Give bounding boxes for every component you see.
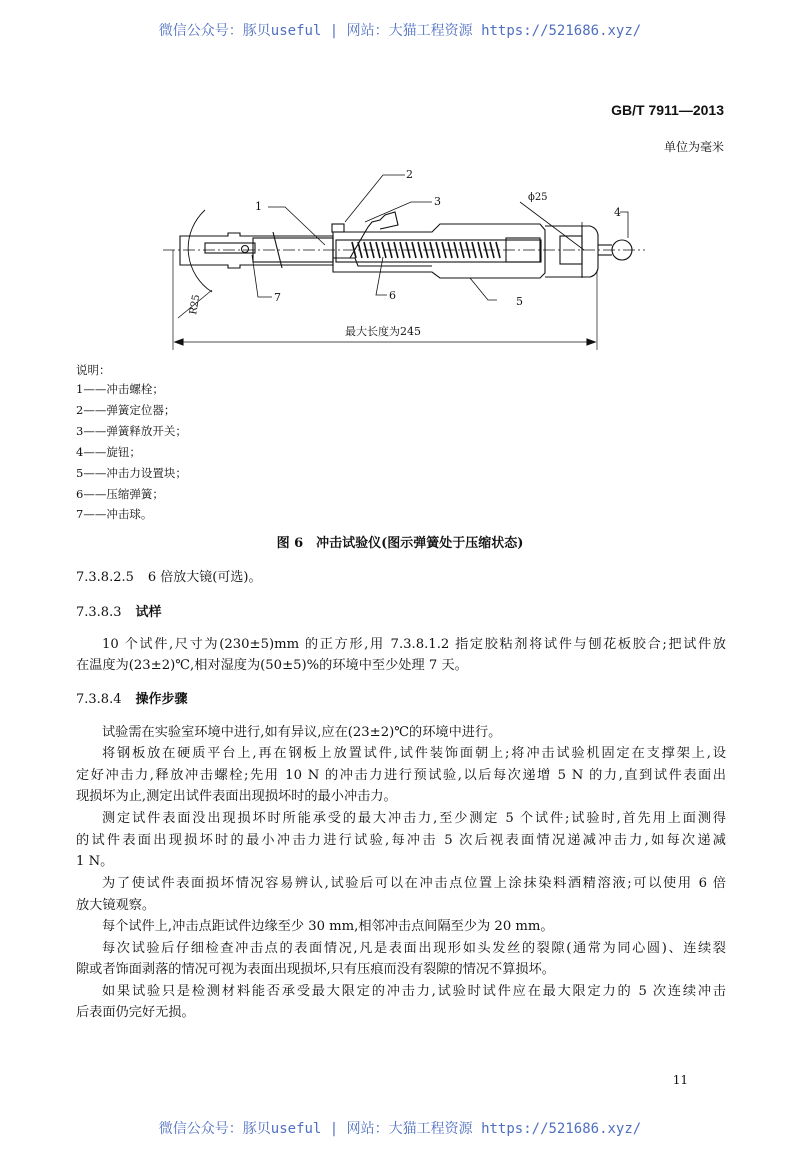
- section-number: 7.3.8.2.5: [76, 570, 134, 585]
- paragraph-line: 的试件表面出现损坏时的最小冲击力进行试验,每冲击 5 次后视表面情况递减冲击力,如每次递减: [76, 833, 726, 848]
- paragraph-line: 放大镜观察。: [76, 898, 156, 913]
- standard-number: GB/T 7911—2013: [611, 102, 724, 118]
- legend-item: 4——旋钮；: [76, 445, 141, 459]
- callout-7: 7: [274, 291, 281, 304]
- legend-item: 7——冲击球。: [76, 507, 153, 521]
- watermark-bottom: 微信公众号：豚贝useful | 网站：大猫工程资源 https://521686.xyz/: [158, 1121, 642, 1137]
- legend-item: 6——压缩弹簧；: [76, 487, 164, 501]
- section-title: 试样: [135, 605, 162, 620]
- section-7-3-8-3: [76, 601, 162, 620]
- legend-item: 3——弹簧释放开关；: [76, 424, 187, 438]
- page-number: 11: [672, 1073, 688, 1087]
- paragraph-line: 现损坏为止,测定出试件表面出现损坏时的最小冲击力。: [76, 789, 397, 804]
- unit-note: 单位为毫米: [663, 140, 724, 154]
- callout-1: 1: [255, 200, 262, 213]
- legend-item: 1——冲击螺栓；: [76, 382, 164, 396]
- callout-6: 6: [389, 289, 396, 302]
- paragraph-line: 将钢板放在硬质平台上,再在钢板上放置试件,试件装饰面朝上;将冲击试验机固定在支撑架上,设: [102, 746, 726, 761]
- paragraph-line: 1 N。: [76, 854, 114, 869]
- paragraph-line: 测定试件表面没出现损坏时所能承受的最大冲击力,至少测定 5 个试件;试验时,首先用上面测得: [102, 811, 726, 826]
- section-7-3-8-2-5: [76, 566, 261, 585]
- section-7-3-8-4: [76, 688, 188, 707]
- legend-item: 5——冲击力设置块；: [76, 466, 187, 480]
- callout-4: 4: [614, 206, 621, 219]
- radius-label: R25: [188, 293, 203, 316]
- section-text: 6 倍放大镜(可选)。: [147, 570, 262, 585]
- paragraph-line: 每次试验后仔细检查冲击点的表面情况,凡是表面出现形如头发丝的裂隙(通常为同心圆)、连续裂: [102, 941, 726, 956]
- paragraph-line: 后表面仍完好无损。: [76, 1005, 195, 1020]
- paragraph-line: 隙或者饰面剥落的情况可视为表面出现损坏,只有压痕而没有裂隙的情况不算损坏。: [76, 962, 555, 977]
- impact-tester-diagram: [0, 160, 800, 360]
- section-number: 7.3.8.3: [76, 605, 122, 620]
- callout-3: 3: [434, 195, 441, 208]
- paragraph-line: 在温度为(23±2)℃,相对湿度为(50±5)%的环境中至少处理 7 天。: [76, 658, 468, 673]
- paragraph-line: 每个试件上,冲击点距试件边缘至少 30 mm,相邻冲击点间隔至少为 20 mm。: [102, 919, 554, 934]
- paragraph-line: 10 个试件,尺寸为(230±5)mm 的正方形,用 7.3.8.1.2 指定胶粘剂将试件与刨花板胶合;把试件放: [102, 637, 726, 652]
- callout-2: 2: [406, 168, 413, 181]
- paragraph-line: 试验需在实验室环境中进行,如有异议,应在(23±2)℃的环境中进行。: [102, 725, 502, 740]
- paragraph-line: 如果试验只是检测材料能否承受最大限定的冲击力,试验时试件应在最大限定力的 5 次连续冲击: [102, 984, 726, 999]
- legend-title: 说明：: [76, 363, 111, 377]
- legend-item: 2——弹簧定位器；: [76, 403, 176, 417]
- length-label: 最大长度为245: [345, 325, 421, 338]
- paragraph-line: 为了使试件表面损坏情况容易辨认,试验后可以在冲击点位置上涂抹染料酒精溶液;可以使用 6 倍: [102, 876, 726, 891]
- figure-caption: 图 6 冲击试验仪(图示弹簧处于压缩状态): [276, 536, 524, 551]
- callout-5: 5: [516, 295, 523, 308]
- section-number: 7.3.8.4: [76, 692, 122, 707]
- paragraph-line: 定好冲击力,释放冲击螺栓;先用 10 N 的冲击力进行预试验,以后每次递增 5 N 的力,直到试件表面出: [76, 768, 726, 783]
- watermark-top: 微信公众号：豚贝useful | 网站：大猫工程资源 https://521686.xyz/: [158, 23, 642, 39]
- diameter-label: ϕ25: [528, 192, 548, 203]
- section-title: 操作步骤: [135, 692, 188, 707]
